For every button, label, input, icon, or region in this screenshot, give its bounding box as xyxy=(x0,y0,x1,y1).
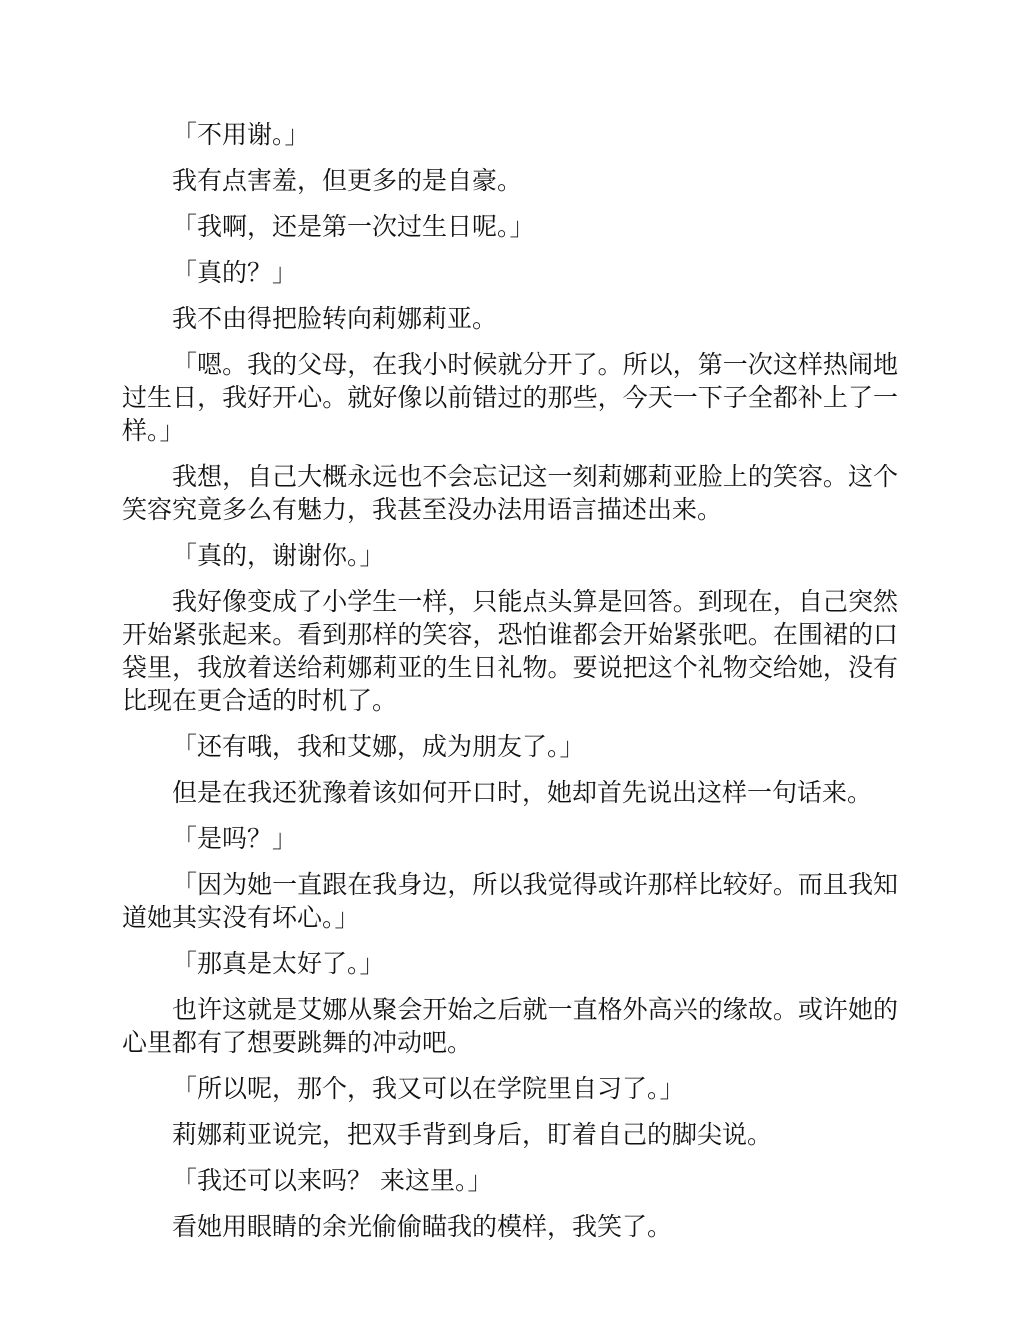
paragraph-16: 「所以呢，那个，我又可以在学院里自习了。」 xyxy=(172,1074,685,1103)
paragraph-6: 「嗯。我的父母，在我小时候就分开了。所以，第一次这样热闹地过生日，我好开心。就好像以前错过的那些，今天一下子全都补上了一样。」 xyxy=(122,350,898,445)
paragraph-2: 我有点害羞，但更多的是自豪。 xyxy=(172,166,523,195)
paragraph-8: 「真的，谢谢你。」 xyxy=(172,541,385,570)
document-body xyxy=(122,118,898,1256)
paragraph-14: 「那真是太好了。」 xyxy=(172,949,385,978)
paragraph-15: 也许这就是艾娜从聚会开始之后就一直格外高兴的缘故。或许她的心里都有了想要跳舞的冲动吧。 xyxy=(122,995,898,1057)
paragraph-12: 「是吗？」 xyxy=(172,824,298,853)
paragraph-9: 我好像变成了小学生一样，只能点头算是回答。到现在，自己突然开始紧张起来。看到那样的笑容，恐怕谁都会开始紧张吧。在围裙的口袋里，我放着送给莉娜莉亚的生日礼物。要说把这个礼物交给她，没有比现在更合适的时机了。 xyxy=(122,587,898,715)
paragraph-13: 「因为她一直跟在我身边，所以我觉得或许那样比较好。而且我知道她其实没有坏心。」 xyxy=(122,870,898,932)
paragraph-3: 「我啊，还是第一次过生日呢。」 xyxy=(172,212,535,241)
paragraph-5: 我不由得把脸转向莉娜莉亚。 xyxy=(172,304,498,333)
paragraph-17: 莉娜莉亚说完，把双手背到身后，盯着自己的脚尖说。 xyxy=(172,1120,773,1149)
paragraph-10: 「还有哦，我和艾娜，成为朋友了。」 xyxy=(172,732,585,761)
paragraph-7: 我想，自己大概永远也不会忘记这一刻莉娜莉亚脸上的笑容。这个笑容究竟多么有魅力，我甚至没办法用语言描述出来。 xyxy=(122,462,898,524)
paragraph-19: 看她用眼睛的余光偷偷瞄我的模样，我笑了。 xyxy=(172,1212,673,1241)
paragraph-1: 「不用谢。」 xyxy=(172,120,310,149)
paragraph-4: 「真的？」 xyxy=(172,258,298,287)
paragraph-18: 「我还可以来吗？ 来这里。」 xyxy=(172,1166,493,1195)
paragraph-11: 但是在我还犹豫着该如何开口时，她却首先说出这样一句话来。 xyxy=(172,778,873,807)
